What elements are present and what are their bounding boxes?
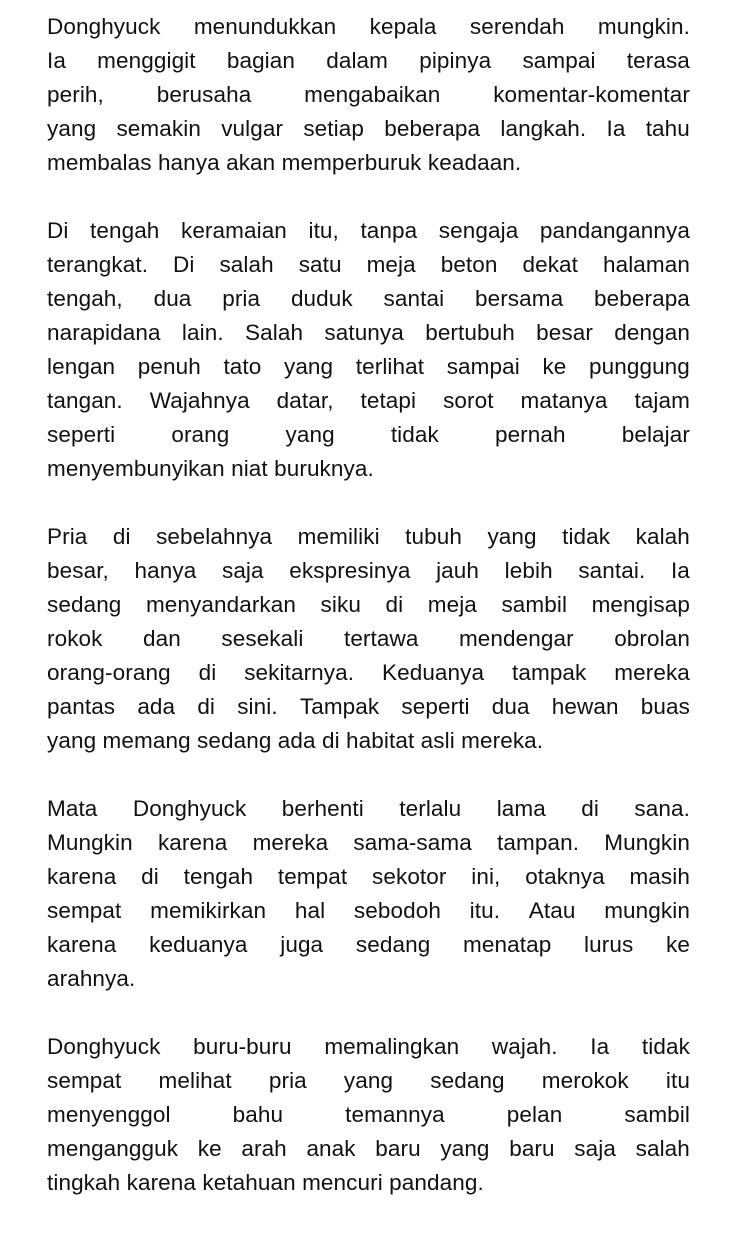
- text-line: menyembunyikan niat buruknya.: [47, 456, 374, 481]
- word: merokok: [541, 1068, 629, 1093]
- word: dua: [491, 694, 530, 719]
- word: sampai: [446, 354, 520, 379]
- word: yang: [285, 422, 335, 447]
- word: penuh: [137, 354, 201, 379]
- word: datar,: [276, 388, 334, 413]
- paragraph: [47, 792, 690, 996]
- word: menyenggol: [47, 1102, 171, 1127]
- word: punggung: [589, 354, 690, 379]
- word: ekspresinya: [289, 558, 411, 583]
- word: hal: [294, 898, 326, 923]
- word: narapidana: [47, 320, 161, 345]
- word: anak: [306, 1136, 356, 1161]
- word: halaman: [602, 252, 690, 277]
- word: tahu: [645, 116, 690, 141]
- word: satunya: [324, 320, 404, 345]
- word: Ia: [590, 1034, 610, 1059]
- word: arah: [241, 1136, 287, 1161]
- word: tengah,: [47, 286, 123, 311]
- word: baru: [375, 1136, 421, 1161]
- word: serendah: [469, 14, 565, 39]
- word: yang: [343, 1068, 394, 1093]
- word: hanya: [134, 558, 197, 583]
- word: sambil: [624, 1102, 690, 1127]
- text-line: [47, 1030, 690, 1064]
- word: orang-orang: [47, 660, 171, 685]
- word: di: [385, 592, 404, 617]
- word: beberapa: [384, 116, 481, 141]
- text-line: [47, 282, 690, 316]
- word: tato: [223, 354, 262, 379]
- word: Ia: [670, 558, 690, 583]
- word: yang: [487, 524, 537, 549]
- word: dan: [143, 626, 181, 651]
- word: satu: [298, 252, 342, 277]
- word: buru-buru: [193, 1034, 292, 1059]
- text-line: [47, 384, 690, 418]
- word: juga: [280, 932, 324, 957]
- text-line: [47, 44, 690, 78]
- word: ini,: [471, 864, 501, 889]
- text-line: [47, 1132, 690, 1166]
- word: sesekali: [221, 626, 304, 651]
- word: bahu: [232, 1102, 284, 1127]
- word: Di: [173, 252, 195, 277]
- word: tampan.: [497, 830, 580, 855]
- word: seperti: [401, 694, 470, 719]
- word: terangkat.: [47, 252, 149, 277]
- word: tajam: [634, 388, 690, 413]
- text-line: [47, 622, 690, 656]
- text-line: [47, 826, 690, 860]
- word: santai: [383, 286, 445, 311]
- word: pernah: [494, 422, 566, 447]
- word: saja: [221, 558, 264, 583]
- word: tampak: [512, 660, 587, 685]
- word: melihat: [158, 1068, 232, 1093]
- word: sengaja: [438, 218, 519, 243]
- word: dalam: [326, 48, 389, 73]
- word: meja: [366, 252, 416, 277]
- word: sekitarnya.: [244, 660, 355, 685]
- word: sana.: [634, 796, 690, 821]
- word: yang: [440, 1136, 490, 1161]
- word: buas: [640, 694, 690, 719]
- word: bagian: [226, 48, 296, 73]
- word: besar: [536, 320, 593, 345]
- word: mungkin: [604, 898, 690, 923]
- word: terlalu: [399, 796, 462, 821]
- word: di: [141, 864, 159, 889]
- text-line: [47, 10, 690, 44]
- word: jauh: [436, 558, 480, 583]
- word: tidak: [641, 1034, 690, 1059]
- word: Salah: [245, 320, 304, 345]
- word: karena: [47, 932, 117, 957]
- word: tidak: [390, 422, 439, 447]
- word: sama-sama: [353, 830, 472, 855]
- word: karena: [47, 864, 117, 889]
- word: pelan: [506, 1102, 563, 1127]
- word: pria: [268, 1068, 307, 1093]
- word: tengah: [183, 864, 254, 889]
- paragraph: [47, 214, 690, 486]
- word: ada: [137, 694, 176, 719]
- word: Atau: [528, 898, 576, 923]
- word: baru: [509, 1136, 555, 1161]
- text-line: [47, 78, 690, 112]
- word: tanpa: [360, 218, 418, 243]
- text-line: [47, 928, 690, 962]
- word: sebelahnya: [156, 524, 273, 549]
- word: komentar-komentar: [493, 82, 690, 107]
- word: dua: [153, 286, 192, 311]
- word: mereka: [252, 830, 329, 855]
- word: besar,: [47, 558, 109, 583]
- text-line: [47, 554, 690, 588]
- word: mengangguk: [47, 1136, 179, 1161]
- word: memikirkan: [150, 898, 267, 923]
- word: ke: [542, 354, 567, 379]
- paragraph: [47, 1030, 690, 1200]
- word: Donghyuck: [47, 14, 161, 39]
- text-line: [47, 1064, 690, 1098]
- word: pantas: [47, 694, 116, 719]
- word: pipinya: [419, 48, 492, 73]
- word: sebodoh: [353, 898, 441, 923]
- text-line: [47, 1098, 690, 1132]
- story-text: [47, 10, 690, 1234]
- word: lebih: [504, 558, 553, 583]
- word: rokok: [47, 626, 103, 651]
- word: karena: [157, 830, 228, 855]
- text-line: [47, 894, 690, 928]
- text-line: arahnya.: [47, 966, 136, 991]
- word: tetapi: [360, 388, 417, 413]
- word: Pria: [47, 524, 88, 549]
- text-line: [47, 214, 690, 248]
- word: terlihat: [355, 354, 425, 379]
- word: saja: [574, 1136, 616, 1161]
- word: di: [112, 524, 131, 549]
- text-line: [47, 112, 690, 146]
- word: pandangannya: [539, 218, 690, 243]
- text-line: tingkah karena ketahuan mencuri pandang.: [47, 1170, 484, 1195]
- word: sini.: [237, 694, 278, 719]
- word: bersama: [474, 286, 564, 311]
- word: yang: [47, 116, 97, 141]
- word: itu: [665, 1068, 690, 1093]
- word: orang: [171, 422, 230, 447]
- word: memalingkan: [324, 1034, 460, 1059]
- word: lain.: [181, 320, 224, 345]
- word: keramaian: [180, 218, 287, 243]
- word: dekat: [522, 252, 579, 277]
- word: tempat: [277, 864, 348, 889]
- word: vulgar: [221, 116, 284, 141]
- word: beton: [440, 252, 498, 277]
- word: mendengar: [458, 626, 574, 651]
- text-line: [47, 418, 690, 452]
- text-line: [47, 690, 690, 724]
- word: tubuh: [405, 524, 462, 549]
- text-line: [47, 316, 690, 350]
- text-line: [47, 350, 690, 384]
- word: obrolan: [614, 626, 690, 651]
- word: Mata: [47, 796, 98, 821]
- word: sedang: [430, 1068, 505, 1093]
- word: kepala: [369, 14, 437, 39]
- word: Mungkin: [604, 830, 690, 855]
- word: keduanya: [149, 932, 248, 957]
- text-line: [47, 860, 690, 894]
- word: beberapa: [594, 286, 690, 311]
- word: setiap: [303, 116, 364, 141]
- text-line: membalas hanya akan memperburuk keadaan.: [47, 150, 522, 175]
- word: masih: [629, 864, 690, 889]
- word: salah: [635, 1136, 690, 1161]
- word: menundukkan: [193, 14, 337, 39]
- word: sedang: [47, 592, 122, 617]
- word: tangan.: [47, 388, 123, 413]
- word: mengisap: [591, 592, 690, 617]
- word: lengan: [47, 354, 116, 379]
- word: berhenti: [281, 796, 364, 821]
- text-line: [47, 588, 690, 622]
- word: tidak: [562, 524, 611, 549]
- word: pria: [222, 286, 261, 311]
- word: lurus: [584, 932, 634, 957]
- word: lama: [496, 796, 546, 821]
- word: itu,: [308, 218, 339, 243]
- word: Di: [47, 218, 69, 243]
- word: siku: [320, 592, 361, 617]
- word: Wajahnya: [149, 388, 250, 413]
- word: terasa: [626, 48, 690, 73]
- word: seperti: [47, 422, 116, 447]
- paragraph: [47, 520, 690, 758]
- word: menyandarkan: [145, 592, 296, 617]
- word: Donghyuck: [132, 796, 247, 821]
- word: di: [581, 796, 599, 821]
- word: otaknya: [525, 864, 605, 889]
- word: di: [198, 660, 217, 685]
- word: bertubuh: [425, 320, 515, 345]
- word: sorot: [443, 388, 494, 413]
- text-line: yang memang sedang ada di habitat asli mereka.: [47, 728, 544, 753]
- text-line: [47, 248, 690, 282]
- word: langkah.: [500, 116, 587, 141]
- word: Mungkin: [47, 830, 133, 855]
- word: ke: [197, 1136, 222, 1161]
- word: wajah.: [491, 1034, 558, 1059]
- word: semakin: [116, 116, 201, 141]
- word: meja: [427, 592, 477, 617]
- word: perih,: [47, 82, 104, 107]
- word: santai.: [578, 558, 646, 583]
- word: hewan: [551, 694, 619, 719]
- text-line: [47, 656, 690, 690]
- word: mereka: [614, 660, 690, 685]
- word: menatap: [463, 932, 552, 957]
- word: temannya: [345, 1102, 445, 1127]
- word: sedang: [355, 932, 431, 957]
- word: Keduanya: [381, 660, 485, 685]
- word: ke: [666, 932, 690, 957]
- word: Tampak: [299, 694, 380, 719]
- word: sempat: [47, 898, 122, 923]
- word: dengan: [614, 320, 690, 345]
- word: tertawa: [343, 626, 419, 651]
- word: sambil: [501, 592, 568, 617]
- paragraph: [47, 10, 690, 180]
- word: di: [197, 694, 216, 719]
- word: Donghyuck: [47, 1034, 161, 1059]
- word: belajar: [621, 422, 690, 447]
- word: Ia: [47, 48, 66, 73]
- word: memiliki: [297, 524, 380, 549]
- word: mungkin.: [597, 14, 690, 39]
- word: mengabaikan: [304, 82, 441, 107]
- word: duduk: [290, 286, 353, 311]
- word: itu.: [469, 898, 501, 923]
- word: sekotor: [372, 864, 447, 889]
- word: berusaha: [156, 82, 252, 107]
- word: Ia: [606, 116, 626, 141]
- word: sampai: [522, 48, 596, 73]
- word: yang: [283, 354, 334, 379]
- word: salah: [219, 252, 274, 277]
- text-line: [47, 520, 690, 554]
- word: sempat: [47, 1068, 122, 1093]
- word: tengah: [90, 218, 160, 243]
- word: kalah: [635, 524, 690, 549]
- word: matanya: [520, 388, 608, 413]
- word: menggigit: [97, 48, 196, 73]
- text-line: [47, 792, 690, 826]
